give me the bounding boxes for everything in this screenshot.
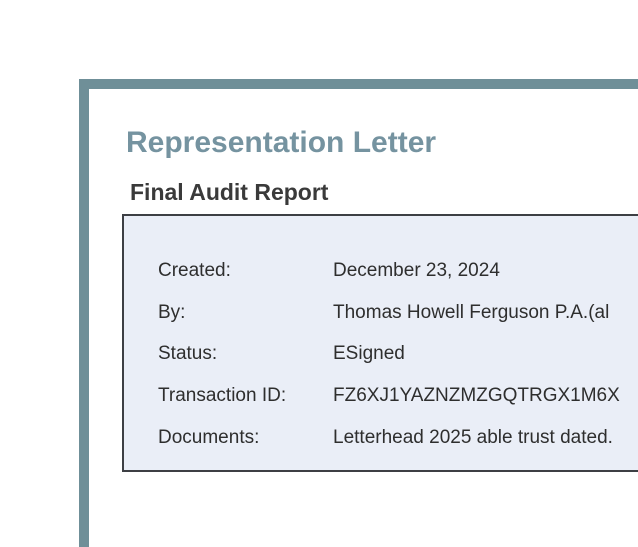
info-row-created xyxy=(124,257,638,285)
info-row-by xyxy=(124,299,638,327)
info-row-status xyxy=(124,340,638,368)
transaction-id-value: FZ6XJ1YAZNZMZGQTRGX1M6X xyxy=(333,385,620,406)
created-label: Created: xyxy=(158,260,231,281)
created-value: December 23, 2024 xyxy=(333,260,500,281)
status-value: ESigned xyxy=(333,343,405,364)
audit-info-box xyxy=(122,214,638,472)
documents-value: Letterhead 2025 able trust dated. xyxy=(333,427,613,448)
document-subtitle: Final Audit Report xyxy=(130,179,329,205)
transaction-id-label: Transaction ID: xyxy=(158,385,287,406)
status-label: Status: xyxy=(158,343,218,364)
documents-label: Documents: xyxy=(158,427,260,448)
by-label: By: xyxy=(158,302,186,323)
document-title: Representation Letter xyxy=(126,126,437,159)
info-row-transaction-id xyxy=(124,382,638,410)
info-row-documents xyxy=(124,424,638,452)
by-value: Thomas Howell Ferguson P.A.(al xyxy=(333,302,610,323)
